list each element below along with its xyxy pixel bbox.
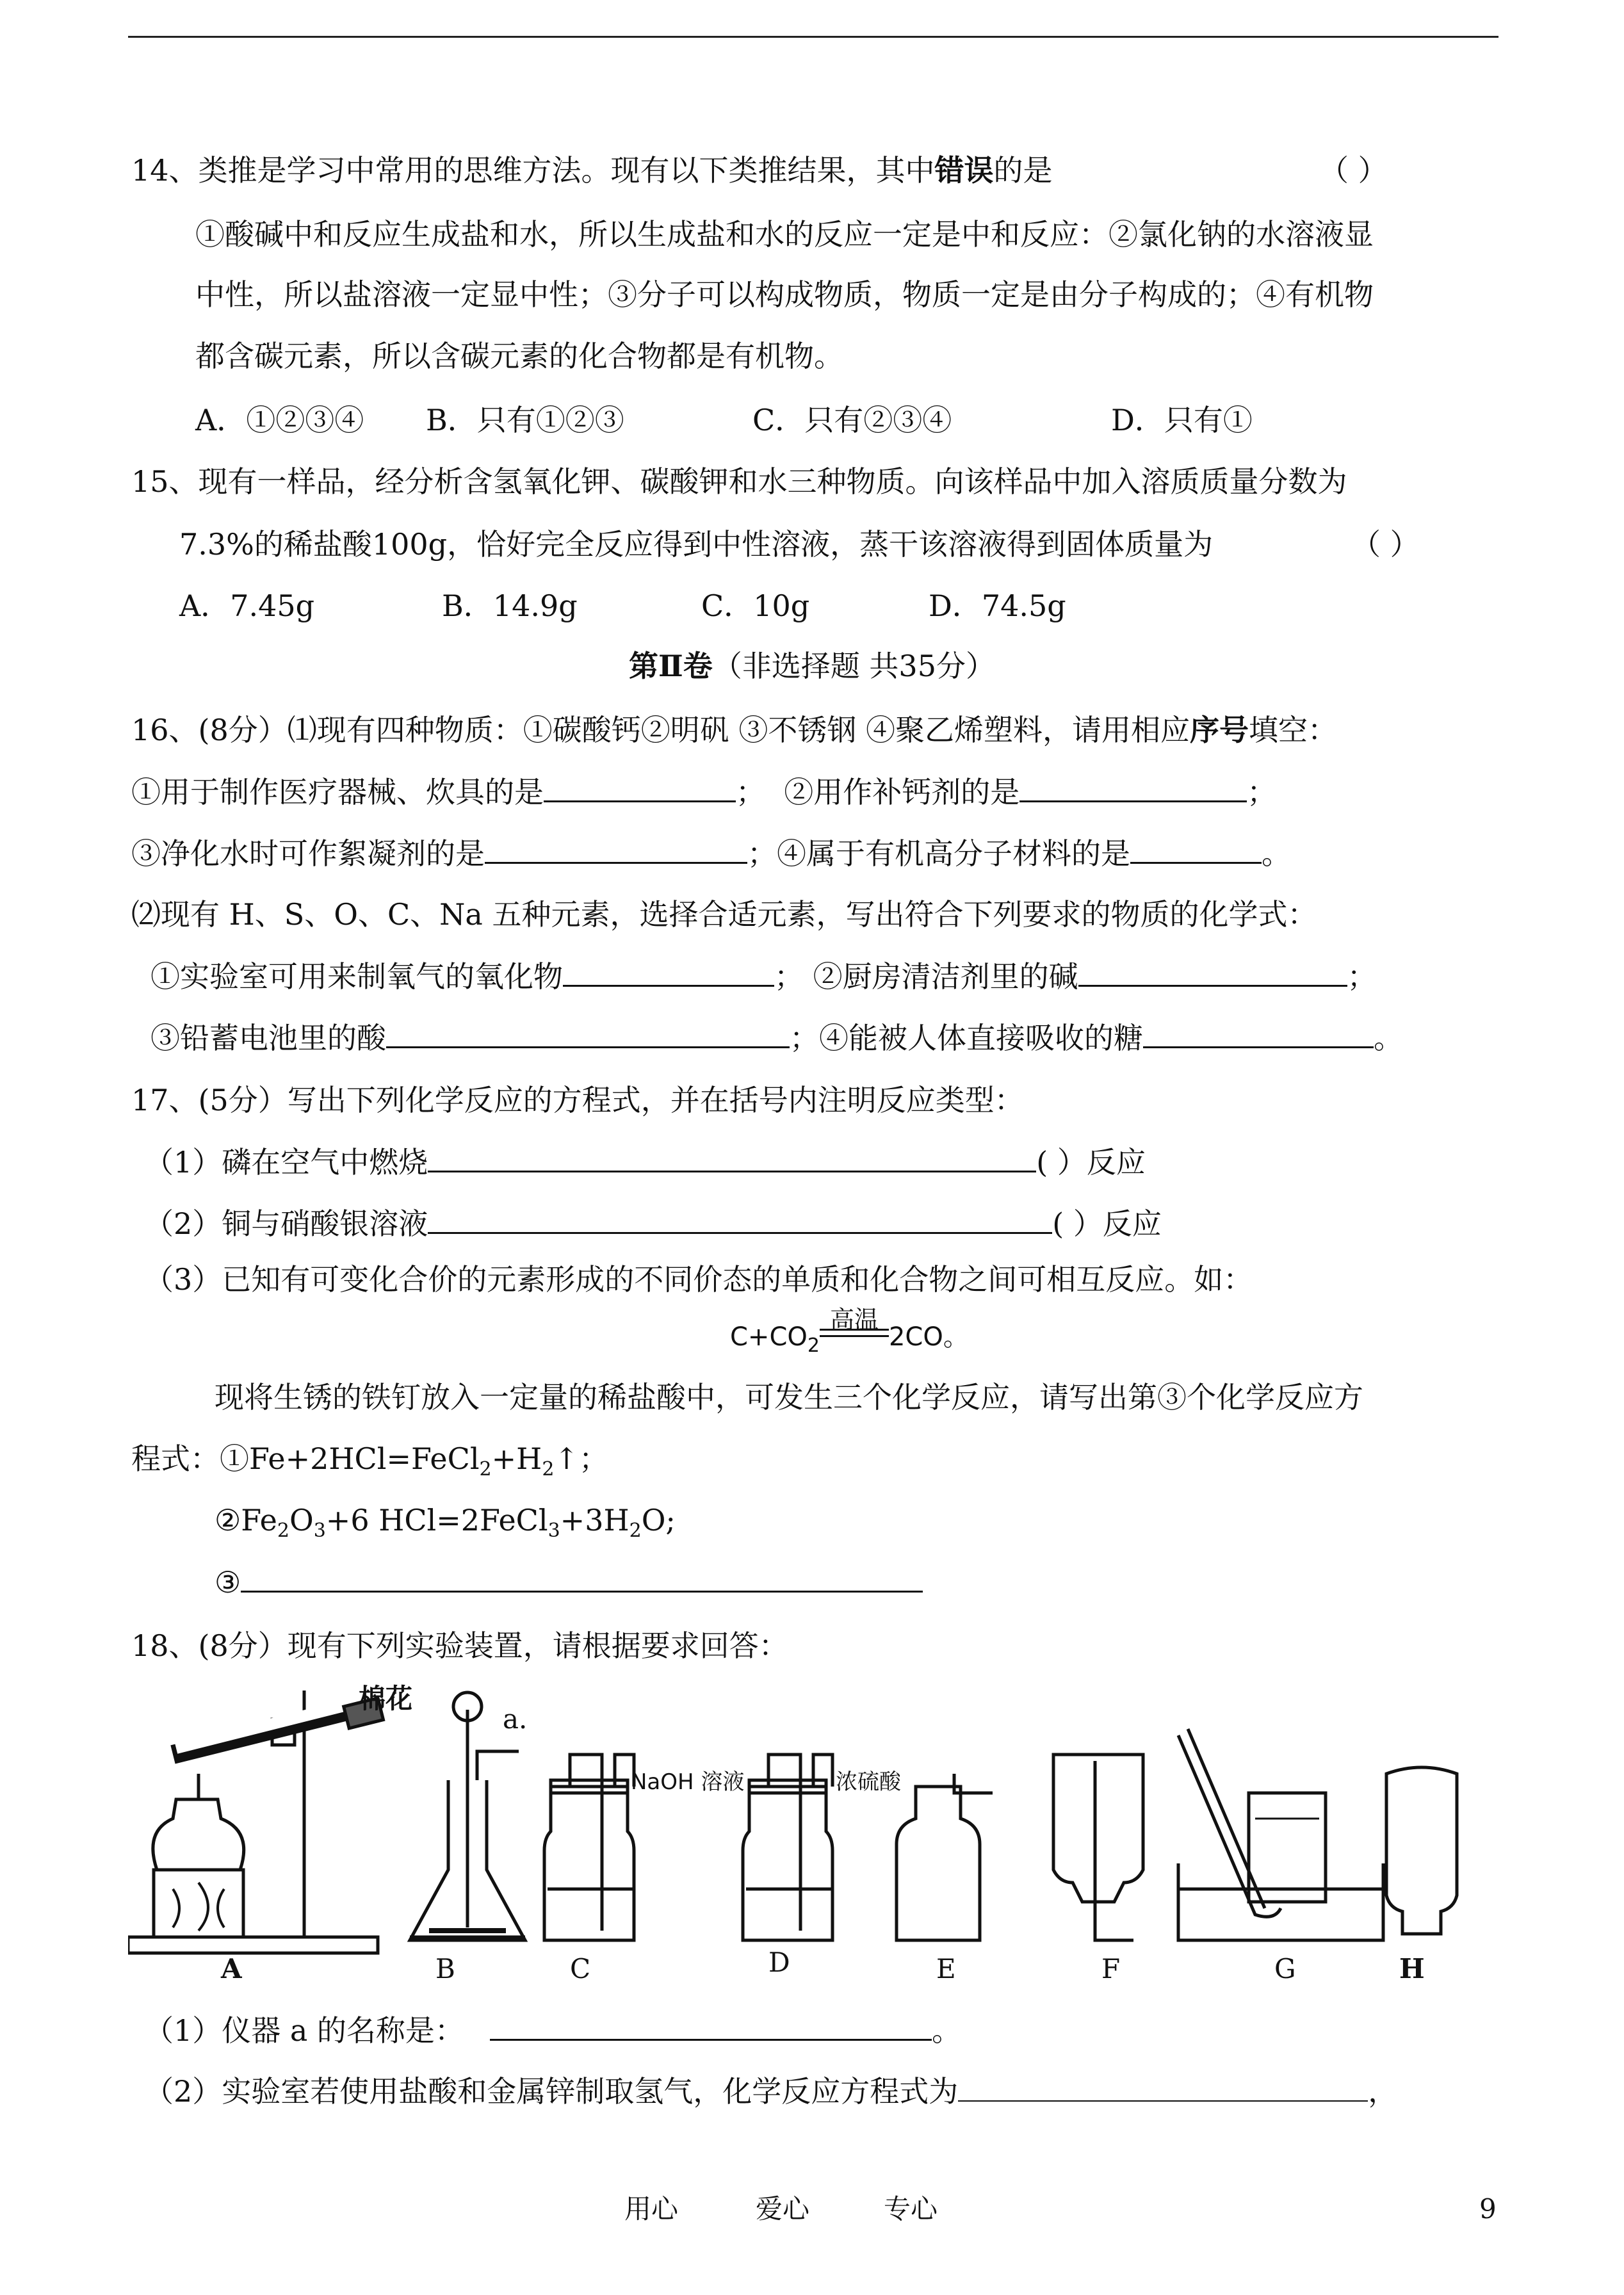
- answer-blank[interactable]: [958, 2072, 1368, 2102]
- section-title-bold: 第Ⅱ卷: [629, 649, 713, 683]
- q15-line-2: 7.3%的稀盐酸100g，恰好完全反应得到中性溶液，蒸干该溶液得到固体质量为: [179, 527, 1214, 562]
- eq2-sub: 3: [313, 1520, 326, 1542]
- q14-stem-tail: 的是: [993, 153, 1053, 188]
- eq-right: 2CO。: [888, 1322, 969, 1352]
- apparatus-d: [743, 1755, 832, 1940]
- letter-g: G: [1274, 1953, 1296, 1984]
- eq3-marker: ③: [215, 1565, 241, 1600]
- q16-stem: [131, 711, 1337, 749]
- answer-blank[interactable]: [428, 1142, 1036, 1172]
- q14-option-d: D．只有①: [1111, 403, 1253, 437]
- footer-word-2: 爱心: [756, 2193, 810, 2225]
- answer-blank[interactable]: [1143, 1018, 1374, 1048]
- q15-line-1: 15、现有一样品，经分析含氢氧化钾、碳酸钾和水三种物质。向该样品中加入溶质质量分数为: [131, 464, 1347, 499]
- q17-paragraph: 现将生锈的铁钉放入一定量的稀盐酸中，可发生三个化学反应，请写出第③个化学反应方: [215, 1380, 1363, 1415]
- q16-item-2: ②用作补钙剂的是: [784, 775, 1020, 809]
- q14-option-a: A．①②③④: [195, 403, 364, 437]
- answer-blank[interactable]: [1130, 834, 1262, 864]
- q16-stem-text: 16、(8分）⑴现有四种物质：①碳酸钙②明矾 ③不锈钢 ④聚乙烯塑料，请用相应: [131, 713, 1190, 747]
- eq2-part: +6 HCl=2FeCl: [325, 1503, 548, 1537]
- answer-blank[interactable]: [241, 1562, 923, 1593]
- q16-item-1: ①用于制作医疗器械、炊具的是: [131, 775, 544, 809]
- apparatus-h: [1386, 1767, 1457, 1934]
- reaction-type-bracket: ( ）反应: [1036, 1145, 1146, 1180]
- letter-b: B: [435, 1953, 455, 1984]
- answer-blank[interactable]: [544, 772, 736, 802]
- eq-line-top: [820, 1329, 889, 1331]
- eq2-sub: 2: [277, 1520, 289, 1542]
- eq1-part: +H: [491, 1441, 542, 1476]
- q16-item-5: ①实验室可用来制氧气的氧化物: [150, 959, 563, 994]
- q16-item-7: ③铅蓄电池里的酸: [150, 1021, 386, 1055]
- q17-equation-3: [215, 1562, 923, 1602]
- separator: 。: [1262, 836, 1291, 871]
- q16-stem-tail: 填空：: [1249, 713, 1337, 747]
- label-naoh: NaOH 溶液: [631, 1769, 745, 1795]
- q16-row-4: [150, 1018, 1403, 1057]
- answer-blank[interactable]: [428, 1204, 1052, 1234]
- section-title: [0, 647, 1624, 685]
- apparatus-f: [1053, 1755, 1143, 1940]
- separator: 。: [931, 2013, 961, 2048]
- q17-item-1: （1）磷在空气中燃烧: [144, 1145, 428, 1180]
- q18-row-2: [144, 2072, 1397, 2111]
- separator: 。: [1374, 1021, 1403, 1055]
- letter-h: H: [1399, 1953, 1425, 1984]
- section-title-rest: （非选择题 共35分）: [712, 649, 995, 683]
- separator: ；: [1347, 959, 1377, 994]
- q14-option-b: B．只有①②③: [426, 403, 624, 437]
- eq-equals-sign: [820, 1306, 889, 1345]
- q14-line-2: 中性，所以盐溶液一定显中性；③分子可以构成物质，物质一定是由分子构成的；④有机物: [195, 277, 1374, 312]
- q18-item-2: （2）实验室若使用盐酸和金属锌制取氢气，化学反应方程式为: [144, 2074, 959, 2109]
- eq-left: C+CO: [730, 1322, 808, 1352]
- label-a: a.: [503, 1703, 528, 1735]
- answer-blank[interactable]: [490, 2011, 932, 2041]
- answer-blank[interactable]: [563, 957, 774, 987]
- answer-blank[interactable]: [485, 834, 747, 864]
- q15-option-c: C．10g: [701, 588, 810, 623]
- q15-answer-bracket: （ ）: [1351, 527, 1420, 562]
- q16-stem-bold: 序号: [1190, 713, 1249, 747]
- eq1-part: 程式：①Fe+2HCl=FeCl: [131, 1441, 480, 1476]
- eq-sub: 2: [807, 1334, 820, 1357]
- apparatus-c: [544, 1755, 634, 1940]
- q18-item-1: （1）仪器 a 的名称是：: [144, 2013, 464, 2048]
- q14-line-3: 都含碳元素，所以含碳元素的化合物都是有机物。: [195, 339, 843, 373]
- eq2-sub: 3: [548, 1520, 560, 1542]
- q16-part-2: ⑵现有 H、S、O、C、Na 五种元素，选择合适元素，写出符合下列要求的物质的化学式：: [131, 897, 1317, 932]
- example-equation: [730, 1306, 969, 1365]
- q14-line-1: ①酸碱中和反应生成盐和水，所以生成盐和水的反应一定是中和反应：②氯化钠的水溶液显: [195, 217, 1374, 252]
- q14-stem-bold: 错误: [934, 153, 994, 188]
- q14-stem: [131, 151, 1053, 190]
- q17-equation-1: [131, 1439, 608, 1489]
- q16-row-2: [131, 834, 1291, 873]
- q17-row-2: [144, 1204, 1162, 1243]
- q16-row-3: [150, 957, 1377, 996]
- label-acid: 浓硫酸: [836, 1769, 901, 1795]
- eq1-sub: 2: [479, 1458, 492, 1480]
- eq2-sub: 2: [629, 1520, 642, 1542]
- letter-c: C: [570, 1953, 591, 1984]
- apparatus-a: [128, 1691, 384, 1953]
- separator: ，: [1368, 2074, 1398, 2109]
- letter-e: E: [936, 1953, 956, 1984]
- letter-d: D: [768, 1947, 790, 1978]
- separator: ；: [736, 775, 765, 809]
- eq-line-bottom: [820, 1335, 889, 1337]
- reaction-type-bracket: ( ）反应: [1052, 1206, 1162, 1241]
- q18-row-1: [144, 2011, 961, 2050]
- separator: ；: [1247, 775, 1277, 809]
- eq-condition: 高温: [829, 1306, 879, 1334]
- apparatus-e: [897, 1774, 993, 1940]
- q14-answer-bracket: （ ）: [1319, 153, 1388, 188]
- q17-row-3: （3）已知有可变化合价的元素形成的不同价态的单质和化合物之间可相互反应。如：: [144, 1262, 1253, 1297]
- q17-item-2: （2）铜与硝酸银溶液: [144, 1206, 428, 1241]
- q15-option-b: B．14.9g: [442, 588, 578, 623]
- letter-a: A: [221, 1953, 242, 1984]
- q17-row-1: [144, 1142, 1146, 1181]
- answer-blank[interactable]: [1019, 772, 1247, 802]
- page-number: 9: [1479, 2193, 1497, 2225]
- letter-f: F: [1101, 1953, 1121, 1984]
- q16-item-4: ；④属于有机高分子材料的是: [747, 836, 1130, 871]
- header-rule: [128, 36, 1498, 38]
- q14-option-c: C．只有②③④: [752, 403, 952, 437]
- eq2-part: O;: [641, 1503, 676, 1537]
- eq2-part: ②Fe: [215, 1503, 277, 1537]
- q14-stem-text: 14、类推是学习中常用的思维方法。现有以下类推结果，其中: [131, 153, 935, 188]
- q15-option-a: A．7.45g: [179, 588, 315, 623]
- q15-option-d: D．74.5g: [929, 588, 1066, 623]
- eq1-part: ↑；: [554, 1441, 608, 1476]
- q16-item-6: ； ②厨房清洁剂里的碱: [774, 959, 1078, 994]
- q16-item-3: ③净化水时可作絮凝剂的是: [131, 836, 485, 871]
- eq2-part: +3H: [560, 1503, 629, 1537]
- answer-blank[interactable]: [386, 1018, 790, 1048]
- eq1-sub: 2: [542, 1458, 555, 1480]
- apparatus-g: [1178, 1729, 1383, 1940]
- q16-item-8: ；④能被人体直接吸收的糖: [790, 1021, 1143, 1055]
- eq2-part: O: [289, 1503, 314, 1537]
- label-cotton: 棉花: [359, 1683, 413, 1714]
- q18-stem: 18、(8分）现有下列实验装置，请根据要求回答：: [131, 1628, 788, 1663]
- answer-blank[interactable]: [1078, 957, 1347, 987]
- footer-word-1: 用心: [624, 2193, 679, 2225]
- q17-stem: 17、(5分）写出下列化学反应的方程式，并在括号内注明反应类型：: [131, 1083, 1024, 1117]
- footer-word-3: 专心: [884, 2193, 938, 2225]
- q17-equation-2: [215, 1501, 676, 1550]
- q16-row-1: [131, 772, 1276, 811]
